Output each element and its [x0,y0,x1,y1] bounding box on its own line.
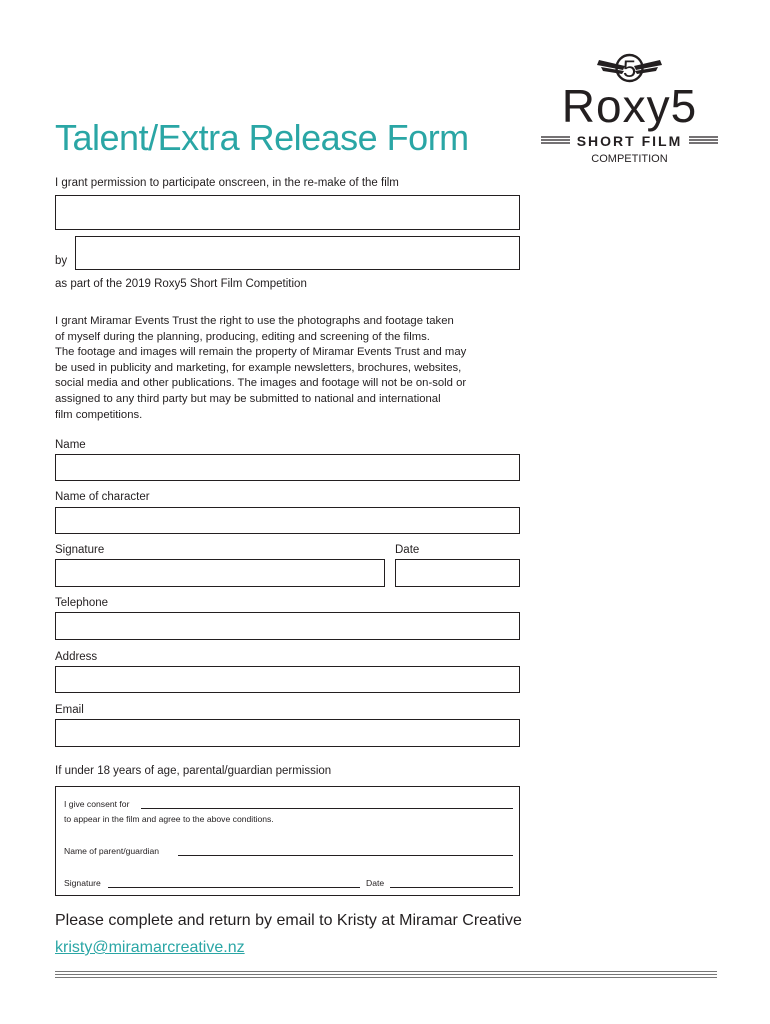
email-field[interactable] [55,719,520,747]
address-field[interactable] [55,666,520,693]
character-label: Name of character [55,491,150,503]
signature-field[interactable] [55,559,385,587]
date-label: Date [395,544,420,556]
name-field[interactable] [55,454,520,481]
rights-paragraph [55,314,525,423]
rights-line: be used in publicity and marketing, for example newsletters, brochures, websites, [55,361,462,374]
roxy5-logo [537,46,722,170]
grant-permission-text: I grant permission to participate onscreen, in the re-make of the film [55,177,399,189]
consent-suffix: to appear in the film and agree to the above conditions. [64,814,274,824]
character-field[interactable] [55,507,520,534]
filmmaker-field[interactable] [75,236,520,270]
guardian-consent-box [55,786,520,896]
footer-rule [55,971,717,972]
guardian-date-line[interactable] [390,887,513,888]
date-field[interactable] [395,559,520,587]
name-label: Name [55,439,86,451]
email-label: Email [55,704,84,716]
guardian-name-line[interactable] [178,855,513,856]
rights-line: The footage and images will remain the property of Miramar Events Trust and may [55,346,467,359]
address-label: Address [55,651,98,663]
guardian-name-label: Name of parent/guardian [64,846,160,856]
guardian-signature-label: Signature [64,878,101,888]
page-title: Talent/Extra Release Form [55,117,469,158]
rights-line: social media and other publications. The images and footage will not be on-sold or [55,377,467,390]
rights-line: assigned to any third party but may be submitted to national and international [55,392,441,405]
logo-tagline: COMPETITION [591,153,668,165]
return-instructions: Please complete and return by email to Kristy at Miramar Creative [55,912,522,929]
guardian-signature-line[interactable] [108,887,360,888]
telephone-label: Telephone [55,597,109,609]
consent-name-line[interactable] [141,808,513,809]
film-title-field[interactable] [55,195,520,230]
rights-line: of myself during the planning, producing, editing and screening of the films. [55,330,430,343]
guardian-date-label: Date [366,878,385,888]
logo-numeral: 5 [622,56,637,83]
footer-rule [55,974,717,975]
contact-email-link[interactable]: kristy@miramarcreative.nz [55,939,245,956]
by-label: by [55,255,68,267]
footer-rule [55,977,717,978]
rights-line: I grant Miramar Events Trust the right to use the photographs and footage taken [55,315,454,327]
logo-subtitle: SHORT FILM [576,133,683,149]
signature-label: Signature [55,544,105,556]
rights-line: film competitions. [55,408,143,421]
competition-text: as part of the 2019 Roxy5 Short Film Competition [55,278,307,290]
consent-prefix: I give consent for [64,799,130,809]
telephone-field[interactable] [55,612,520,640]
logo-wordmark: Roxy5 [561,80,698,132]
guardian-heading: If under 18 years of age, parental/guardian permission [55,765,332,777]
